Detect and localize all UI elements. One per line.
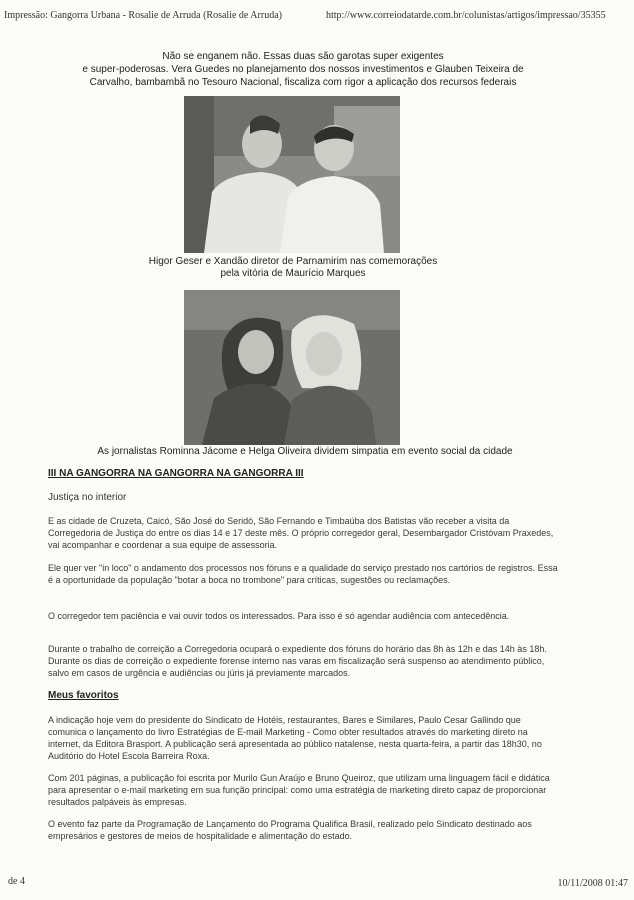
photo-two-men: [184, 96, 400, 253]
caption-line: Higor Geser e Xandão diretor de Parnamirim nas comemorações: [148, 256, 438, 267]
print-header: [4, 10, 630, 24]
paragraph: O evento faz parte da Programação de Lançamento do Programa Qualifica Brasil, realizado pelo Sindicato destinado aos empresários e gestores de meios de hospitalidade e alimentação do estado.: [48, 819, 532, 841]
photo-two-men-image: [184, 96, 400, 253]
photo-journalists-caption: As jornalistas Rominna Jácome e Helga Oliveira dividem simpatia em evento social da cidade: [97, 446, 513, 457]
intro-line: e super-poderosas. Vera Guedes no planejamento dos nossos investimentos e Glauben Teixeira de: [82, 64, 524, 75]
paragraph: Durante o trabalho de correição a Corregedoria ocupará o expediente dos fóruns do horário das 8h às 12h e das 14h às 18h. Durante os dias de correição o expediente forense interno nas varas em fiscalização será suspenso ao atendimento público, salvo em casos de urgência e audiências ou júris já previamente marcados.: [48, 644, 547, 678]
photo-journalists: [184, 290, 400, 445]
caption-line: pela vitória de Maurício Marques: [220, 268, 366, 279]
section-heading-favoritos: Meus favoritos: [48, 690, 119, 701]
intro-line: Carvalho, bambambã no Tesouro Nacional, fiscaliza com rigor a aplicação dos recursos federais: [89, 77, 517, 88]
paragraph: O corregedor tem paciência e vai ouvir todos os interessados. Para isso é só agendar audiência com antecedência.: [48, 611, 510, 621]
photo-journalists-image: [184, 290, 400, 445]
intro-text: [48, 50, 558, 89]
intro-line: Não se enganem não. Essas duas são garotas super exigentes: [162, 51, 444, 62]
paragraph: Ele quer ver "in loco" o andamento dos processos nos fóruns e a qualidade do serviço prestado nos cartórios de registros. Essa é a oportunidade da população "botar a boca no trombone" para críticas, sugestões ou reclamações.: [48, 563, 558, 585]
paragraph: Com 201 páginas, a publicação foi escrita por Murilo Gun Araújo e Bruno Queiroz, que utilizam uma linguagem fácil e didática para apresentar o e-mail marketing em sua função principal: como uma estratégia de marketing direto capaz de proporcionar resultados palpáveis às empresas.: [48, 773, 550, 807]
page-number: de 4: [8, 876, 25, 887]
section-heading-gangorra: III NA GANGORRA NA GANGORRA NA GANGORRA III: [48, 468, 304, 479]
photo-two-men-caption: [130, 256, 456, 280]
print-title: Impressão: Gangorra Urbana - Rosalie de Arruda (Rosalie de Arruda): [4, 10, 282, 21]
print-datetime: 10/11/2008 01:47: [557, 878, 628, 889]
paragraph: A indicação hoje vem do presidente do Sindicato de Hotéis, restaurantes, Bares e Similares, Paulo Cesar Gallindo que comunica o lançamento do livro Estratégias de E-mail Marketing - Como obter resultados através do marketing direto na internet, da Editora Brasport. A publicação será apresentada ao público natalense, nesta quarta-feira, a partir das 18h30, no Auditório do Hotel Escola Barreira Roxa.: [48, 715, 542, 761]
paragraph: E as cidade de Cruzeta, Caicó, São José do Seridó, São Fernando e Timbaúba dos Batistas vão receber a visita da Corregedoria de Justiça do entre os dias 14 e 17 deste mês. O próprio corregedor geral, Desembargador Cristóvam Praxedes, vai acompanhar e coordenar a sua equipe de assessoria.: [48, 516, 554, 550]
subheading-justica: Justiça no interior: [48, 492, 127, 503]
print-url: http://www.correiodatarde.com.br/colunistas/artigos/impressao/35355: [326, 10, 606, 21]
